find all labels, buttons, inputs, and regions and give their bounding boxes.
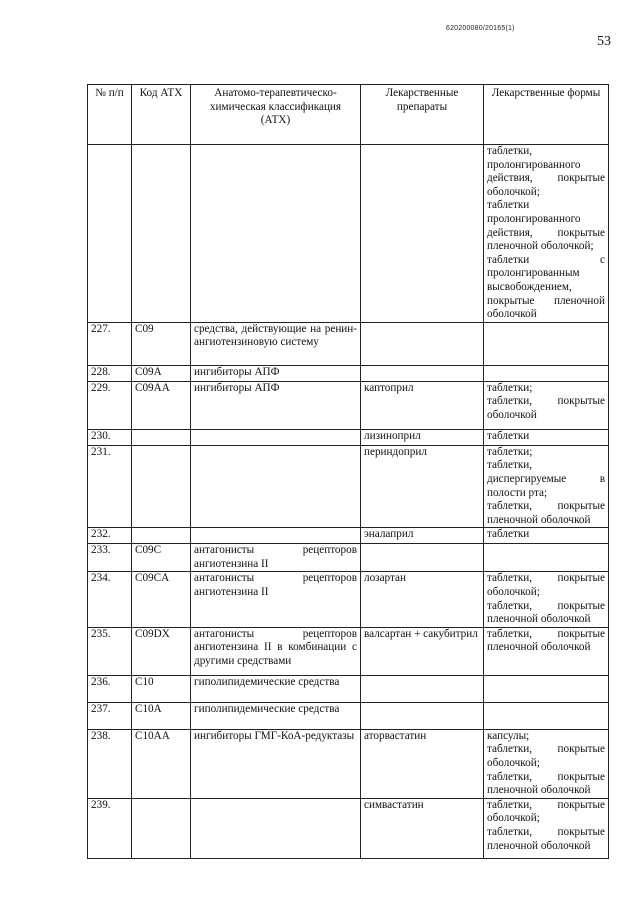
dosage-form: таблетки, покрытые пленочной оболочкой	[487, 770, 605, 797]
drug-name: лозартан	[361, 572, 484, 627]
drug-name	[361, 544, 484, 572]
header-code: Код АТХ	[132, 85, 191, 145]
row-number: 239.	[88, 798, 132, 858]
classification-cell: средства, действующие на ренин-ангиотензиновую систему	[191, 322, 361, 365]
dosage-form: таблетки	[487, 528, 530, 541]
table-row	[88, 528, 609, 544]
classification-cell: ингибиторы АПФ	[191, 381, 361, 429]
row-number: 235.	[88, 627, 132, 675]
dosage-form: таблетки, пролонгированного действия, покрытые оболочкой;	[487, 145, 605, 198]
row-number: 227.	[88, 322, 132, 365]
dosage-forms-cell	[484, 445, 609, 528]
drug-name	[361, 675, 484, 702]
table-body	[88, 145, 609, 859]
row-number: 236.	[88, 675, 132, 702]
atc-code	[132, 445, 191, 528]
dosage-form: таблетки;	[487, 445, 533, 458]
drug-name: симвастатин	[361, 798, 484, 858]
classification-cell: ингибиторы АПФ	[191, 365, 361, 381]
dosage-form: таблетки, покрытые оболочкой;	[487, 798, 605, 825]
dosage-form: таблетки пролонгированного действия, покрытые пленочной оболочкой;	[487, 199, 605, 253]
dosage-forms-cell	[484, 544, 609, 572]
table-row	[88, 544, 609, 572]
table-row	[88, 627, 609, 675]
dosage-form: таблетки, диспергируемые в полости рта;	[487, 459, 605, 499]
atc-code	[132, 798, 191, 858]
classification-cell: антагонисты рецепторов ангиотензина II в комбинации с другими средствами	[191, 627, 361, 675]
drug-registry-table	[87, 84, 609, 859]
classification-cell: антагонисты рецепторов ангиотензина II	[191, 572, 361, 627]
drug-name: каптоприл	[361, 381, 484, 429]
table-row	[88, 729, 609, 798]
table-header-row	[88, 85, 609, 145]
row-number: 237.	[88, 702, 132, 729]
classification-cell	[191, 145, 361, 323]
dosage-form: таблетки, покрытые оболочкой;	[487, 572, 605, 599]
dosage-form: таблетки, покрытые пленочной оболочкой	[487, 500, 605, 526]
row-number: 231.	[88, 445, 132, 528]
atc-code	[132, 145, 191, 323]
atc-code: C09	[132, 322, 191, 365]
drug-name: валсартан + сакубитрил	[361, 627, 484, 675]
page-number: 53	[597, 34, 611, 49]
dosage-forms-cell	[484, 675, 609, 702]
table-row	[88, 572, 609, 627]
dosage-forms-cell	[484, 322, 609, 365]
drug-name: периндоприл	[361, 445, 484, 528]
atc-code	[132, 429, 191, 445]
dosage-forms-cell	[484, 145, 609, 323]
atc-code: C09A	[132, 365, 191, 381]
dosage-form: таблетки;	[487, 381, 533, 394]
dosage-forms-cell	[484, 429, 609, 445]
dosage-form: таблетки, покрытые пленочной оболочкой	[487, 599, 605, 626]
dosage-forms-cell	[484, 798, 609, 858]
drug-name	[361, 365, 484, 381]
atc-code: C09CA	[132, 572, 191, 627]
classification-cell	[191, 445, 361, 528]
table-row	[88, 365, 609, 381]
dosage-forms-cell	[484, 572, 609, 627]
classification-cell	[191, 429, 361, 445]
document-id: 620200080/20165(1)	[446, 25, 515, 32]
header-num: № п/п	[88, 85, 132, 145]
table-row	[88, 429, 609, 445]
dosage-form: капсулы;	[487, 729, 530, 742]
row-number: 229.	[88, 381, 132, 429]
dosage-forms-cell	[484, 702, 609, 729]
row-number: 238.	[88, 729, 132, 798]
drug-name: аторвастатин	[361, 729, 484, 798]
table-row	[88, 445, 609, 528]
atc-code: C09AA	[132, 381, 191, 429]
dosage-forms-cell	[484, 365, 609, 381]
drug-name	[361, 322, 484, 365]
dosage-forms-cell	[484, 627, 609, 675]
dosage-forms-cell	[484, 381, 609, 429]
atc-code: C09DX	[132, 627, 191, 675]
atc-code: C09C	[132, 544, 191, 572]
row-number: 232.	[88, 528, 132, 544]
dosage-form: таблетки	[487, 429, 530, 442]
table-row	[88, 322, 609, 365]
classification-cell: гиполипидемические средства	[191, 675, 361, 702]
dosage-forms-cell	[484, 528, 609, 544]
table-row	[88, 702, 609, 729]
dosage-form: таблетки, покрытые оболочкой;	[487, 743, 605, 770]
table-row	[88, 381, 609, 429]
table-row	[88, 145, 609, 323]
dosage-form: таблетки, покрытые пленочной оболочкой	[487, 826, 605, 852]
header-drugs: Лекарственные препараты	[361, 85, 484, 145]
classification-cell: антагонисты рецепторов ангиотензина II	[191, 544, 361, 572]
drug-name	[361, 145, 484, 323]
table-row	[88, 675, 609, 702]
drug-name: эналаприл	[361, 528, 484, 544]
atc-code: C10AA	[132, 729, 191, 798]
row-number: 233.	[88, 544, 132, 572]
classification-cell: ингибиторы ГМГ-КоА-редуктазы	[191, 729, 361, 798]
dosage-form: таблетки, покрытые оболочкой	[487, 395, 605, 421]
row-number	[88, 145, 132, 323]
classification-cell	[191, 798, 361, 858]
row-number: 228.	[88, 365, 132, 381]
table-row	[88, 798, 609, 858]
atc-code: C10	[132, 675, 191, 702]
header-classification: Анатомо-терапевтическо-химическая классификация (АТХ)	[191, 85, 361, 145]
drug-name	[361, 702, 484, 729]
row-number: 230.	[88, 429, 132, 445]
drug-name: лизиноприл	[361, 429, 484, 445]
dosage-form: таблетки с пролонгированным высвобождением, покрытые пленочной оболочкой	[487, 253, 605, 321]
atc-code	[132, 528, 191, 544]
atc-code: C10A	[132, 702, 191, 729]
row-number: 234.	[88, 572, 132, 627]
header-forms: Лекарственные формы	[484, 85, 609, 145]
dosage-form: таблетки, покрытые пленочной оболочкой	[487, 627, 605, 654]
classification-cell	[191, 528, 361, 544]
classification-cell: гиполипидемические средства	[191, 702, 361, 729]
dosage-forms-cell	[484, 729, 609, 798]
